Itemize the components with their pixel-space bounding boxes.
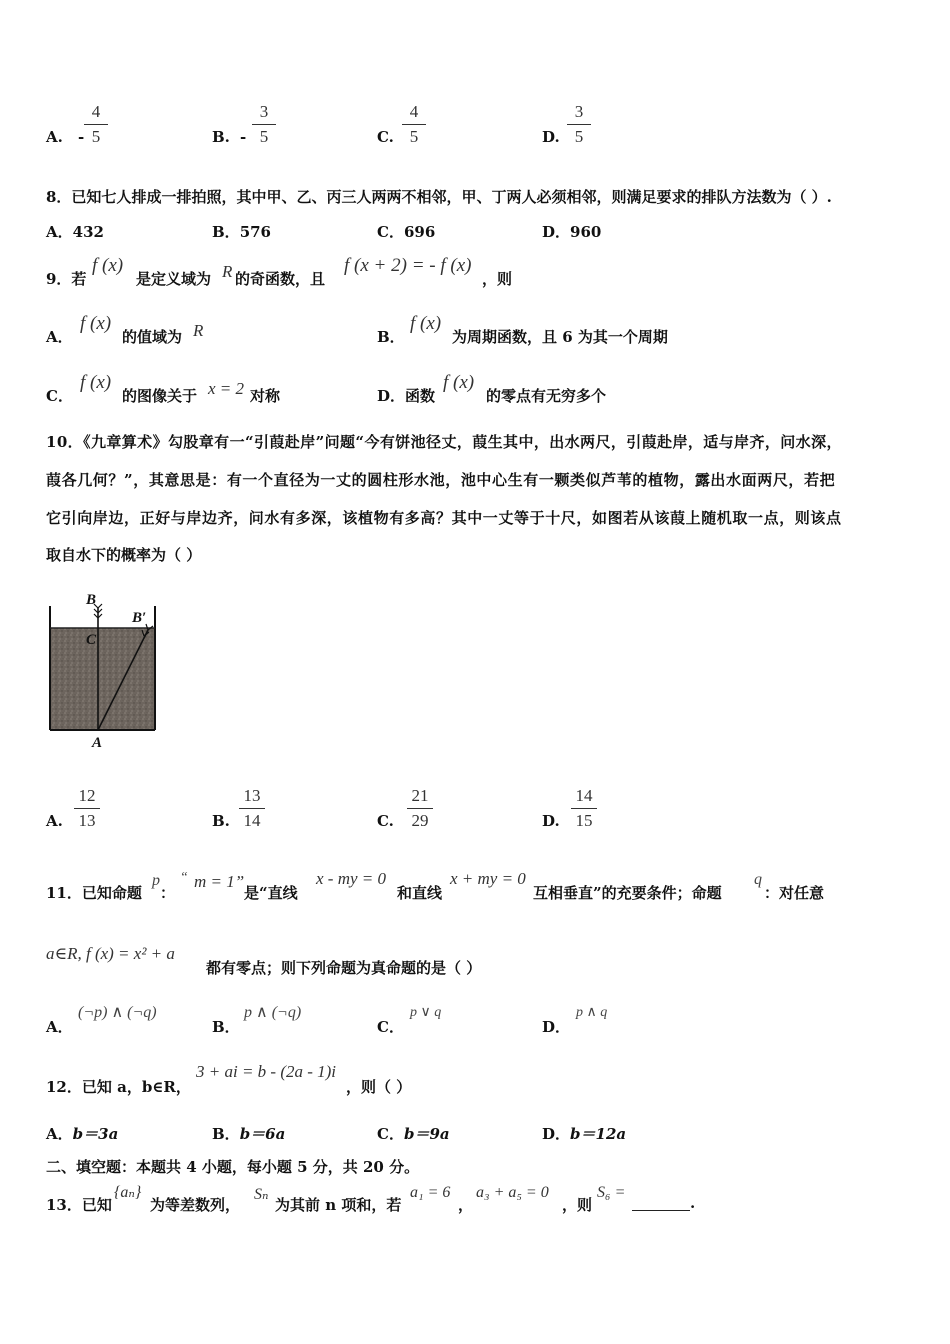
q8-option-d [542,221,601,242]
q7-option-b-sign: - [240,128,247,146]
q10-pool-figure [40,586,170,752]
q7-option-b-fraction [252,102,276,147]
q10-option-c-fraction [407,786,433,831]
numerator: 3 [574,102,584,121]
numerator: 14 [575,786,593,805]
q9-option-c-text2: 对称 [250,387,281,405]
denominator: 5 [409,127,419,146]
q9-fx: f (x) [92,255,124,276]
denominator: 5 [91,127,101,146]
q10-line-2: 葭各几何？”，其意思是：有一个直径为一丈的圆柱形水池，池中心生有一颗类似芦苇的植物，露出水面两尺，若把 [46,471,836,489]
q13-S6: S₆ = [597,1184,626,1201]
q13-comma: ， [458,1196,474,1214]
option-value: 432 [72,223,104,241]
section-2-heading: 二、填空题：本题共 4 小题，每小题 5 分，共 20 分。 [46,1158,420,1176]
q10-line-3: 它引向岸边，正好与岸边齐，问水有多深，该植物有多高？其中一丈等于十尺，如图若从该葭上随机取一点，则该点 [46,509,842,527]
option-value: 576 [239,223,271,241]
q13-mid3: ，则 [562,1196,593,1214]
q9-option-b-fx: f (x) [410,313,442,334]
option-label: A． [46,223,73,241]
numerator: 13 [243,786,261,805]
q11-option-d-expr: p ∧ q [576,1005,608,1020]
option-value: 696 [403,223,436,241]
q13-end: . [690,1194,696,1212]
q11-line1: x - my = 0 [316,869,387,888]
numerator: 21 [411,786,429,805]
denominator: 29 [411,811,429,830]
option-value: 960 [570,223,602,241]
numerator: 12 [78,786,96,805]
q7-option-d-label: D. [542,128,560,146]
q7-option-a-sign: - [78,128,85,146]
q9-prefix: 9．若 [46,270,87,288]
denominator: 5 [574,127,584,146]
q7-option-b-label: B. [212,128,230,146]
q9-R: R [222,262,233,281]
q10-option-d-label: D. [542,812,560,830]
q11-prefix: 11．已知命题 [46,884,142,902]
q11-line2: x + my = 0 [450,869,526,888]
q13-a1: a₁ = 6 [410,1184,451,1201]
q11-option-c-expr: p ∨ q [410,1005,442,1020]
q13-prefix: 13．已知 [46,1196,112,1214]
option-value: b＝9a [403,1125,450,1143]
q8-option-c [377,221,435,242]
q13-mid1: 为等差数列， [150,1196,241,1214]
q10-option-b-fraction [239,786,265,831]
option-label: C． [377,223,404,241]
q11-option-b-expr: p ∧ (¬q) [244,1004,302,1021]
q13-mid2: 为其前 n 项和，若 [275,1196,402,1214]
q12-prefix: 12．已知 a，b∈R， [46,1078,191,1096]
q11-m: m = 1” [194,872,245,891]
q11-function-expr: a∈R, f (x) = x² + a [46,944,175,963]
q9-option-d-text: 的零点有无穷多个 [486,387,607,405]
label-B-prime: B′ [132,610,147,626]
numerator: 4 [91,102,101,121]
denominator: 14 [243,811,261,830]
q11-colon: ： [160,884,176,902]
q10-option-c-label: C. [377,812,394,830]
q9-option-c-eq: x = 2 [208,379,245,398]
q13-answer-blank[interactable] [632,1194,690,1211]
q9-option-d-fx: f (x) [443,372,475,393]
q9-suffix: ，则 [482,270,513,288]
q13-a3a5: a₃ + a₅ = 0 [476,1184,549,1201]
option-value: b＝3a [72,1125,119,1143]
q11-option-c-label: C． [377,1018,404,1036]
q10-option-a-label: A. [46,812,63,830]
option-label: B． [212,1125,240,1143]
q10-line-4: 取自水下的概率为（ ） [46,546,202,564]
q9-option-a-fx: f (x) [80,313,112,334]
q9-option-b-label: B． [377,328,405,346]
q7-option-d-fraction [567,102,591,147]
option-label: B． [212,223,240,241]
q12-equation: 3 + ai = b - (2a - 1)i [196,1062,337,1081]
q13-sequence: {aₙ} [114,1184,142,1201]
q9-option-a-text: 的值域为 [122,328,183,346]
q12-option-c [377,1123,450,1144]
q11-option-a-expr: (¬p) ∧ (¬q) [78,1004,157,1021]
q9-option-d-label: D．函数 [377,387,436,405]
q8-option-a [46,221,104,242]
q7-option-a-fraction [84,102,108,147]
q9-equation: f (x + 2) = - f (x) [344,255,472,276]
q9-mid2: 的奇函数，且 [235,270,326,288]
option-label: D． [542,223,571,241]
option-label: A． [46,1125,73,1143]
q10-option-d-fraction [571,786,597,831]
q11-question: 都有零点；则下列命题为真命题的是（ ） [206,959,482,977]
label-C: C [86,632,97,648]
q9-option-b-text: 为周期函数，且 6 为其一个周期 [452,328,668,346]
numerator: 3 [259,102,269,121]
denominator: 5 [259,127,269,146]
q11-option-d-label: D． [542,1018,571,1036]
q11-quote: “ [180,870,188,885]
q11-p: p [152,872,160,889]
q9-option-a-R: R [193,321,204,340]
q9-option-c-fx: f (x) [80,372,112,393]
q9-option-c-text: 的图像关于 [122,387,198,405]
q12-option-d [542,1123,626,1144]
q12-option-a [46,1123,118,1144]
q11-option-b-label: B． [212,1018,240,1036]
q8-stem: 8．已知七人排成一排拍照，其中甲、乙、丙三人两两不相邻，甲、丁两人必须相邻，则满足要求的排队方法数为（ ）. [46,188,832,206]
q9-option-a-label: A． [46,328,73,346]
q7-option-c-fraction [402,102,426,147]
option-value: b＝12a [570,1125,627,1143]
q11-mid3: 互相垂直”的充要条件；命题 [533,884,722,902]
option-value: b＝6a [239,1125,286,1143]
q7-option-a-label: A. [46,128,63,146]
label-A: A [92,735,103,751]
q11-q: q [754,871,762,888]
denominator: 15 [575,811,593,830]
q11-mid4: ：对任意 [764,884,825,902]
q11-mid2: 和直线 [397,884,443,902]
q12-suffix: ，则（ ） [346,1078,412,1096]
q11-mid1: 是“直线 [244,884,298,902]
q11-option-a-label: A． [46,1018,73,1036]
numerator: 4 [409,102,419,121]
q12-option-b [212,1123,285,1144]
q13-Sn: Sₙ [254,1186,269,1203]
q10-line-1: 10．《九章算术》勾股章有一“引葭赴岸”问题“今有饼池径丈，葭生其中，出水两尺，引葭赴岸，适与岸齐，问水深， [46,433,842,451]
q10-option-b-label: B. [212,812,230,830]
q8-option-b [212,221,271,242]
option-label: C． [377,1125,404,1143]
label-B: B [86,592,97,608]
q9-option-c-label: C． [46,387,73,405]
q7-option-c-label: C. [377,128,394,146]
option-label: D． [542,1125,571,1143]
q9-mid1: 是定义域为 [136,270,212,288]
water-region [50,628,155,730]
denominator: 13 [78,811,96,830]
q10-option-a-fraction [74,786,100,831]
